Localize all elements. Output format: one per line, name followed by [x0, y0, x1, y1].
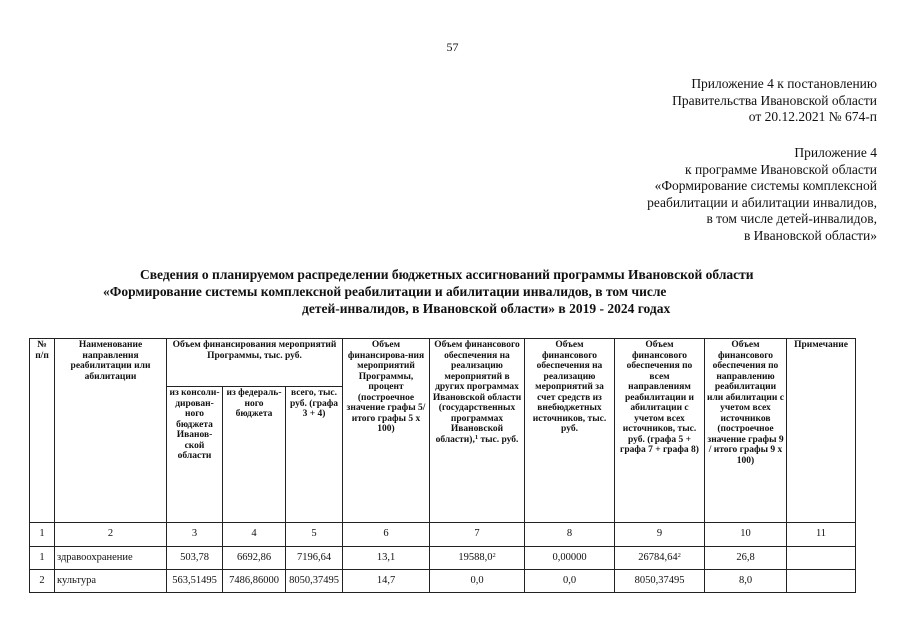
row-other-programs: 19588,0$^2$: [430, 547, 525, 570]
row-consolidated: 503,78: [167, 547, 223, 570]
appendix-program-line: Приложение 4: [794, 145, 877, 160]
column-number: 5: [286, 523, 343, 547]
column-number-row: [30, 523, 856, 547]
appendix-resolution-line: от 20.12.2021 № 674-п: [748, 109, 877, 124]
row-no: 2: [30, 570, 55, 593]
appendix-program-line: в Ивановской области»: [743, 227, 877, 243]
column-number: 7: [430, 523, 525, 547]
table-row: [30, 570, 856, 593]
row-percent: 14,7: [343, 570, 430, 593]
header-name: Наименование направления реабилитации или абилитации: [55, 339, 167, 523]
row-total: 7196,64: [286, 547, 343, 570]
row-direction-share: 8,0: [705, 570, 787, 593]
appendix-resolution-line: Правительства Ивановской области: [672, 92, 877, 108]
appendix-program-line: реабилитации и абилитации инвалидов,: [647, 194, 877, 210]
header-extrabudget: Объем финансового обеспечения на реализацию мероприятий за счет средств из внебюджетных источников, тыс. руб.: [525, 339, 615, 523]
header-from-federal: из федераль-ного бюджета: [223, 387, 286, 523]
appendix-program-block: [647, 145, 877, 244]
header-total: всего, тыс. руб. (графа 3 + 4): [286, 387, 343, 523]
title-line: детей-инвалидов, в Ивановской области» в 2019 - 2024 годах: [302, 301, 671, 316]
column-number: 2: [55, 523, 167, 547]
appendix-program-line: в том числе детей-инвалидов,: [706, 211, 877, 226]
row-all-sources: 8050,37495: [615, 570, 705, 593]
column-number: 11: [787, 523, 856, 547]
row-other-programs: 0,0: [430, 570, 525, 593]
row-direction-share: 26,8: [705, 547, 787, 570]
row-note: [787, 570, 856, 593]
title-line: «Формирование системы комплексной реабилитации и абилитации инвалидов, в том числе: [103, 284, 667, 299]
header-from-consolidated: из консоли-дирован-ного бюджета Иванов-ской области: [167, 387, 223, 523]
column-number: 3: [167, 523, 223, 547]
column-number: 4: [223, 523, 286, 547]
appendix-program-line: к программе Ивановской области: [685, 161, 877, 177]
document-title: [40, 266, 900, 317]
header-other-programs: Объем финансового обеспечения на реализацию мероприятий в других программах Ивановской области (государственных программах Ивановской области),$^1$ тыс. руб.: [430, 339, 525, 523]
row-note: [787, 547, 856, 570]
row-all-sources: 26784,64$^2$: [615, 547, 705, 570]
row-total: 8050,37495: [286, 570, 343, 593]
row-no: 1: [30, 547, 55, 570]
column-number: 10: [705, 523, 787, 547]
row-federal: 7486,86000: [223, 570, 286, 593]
header-all-sources: Объем финансового обеспечения по всем направлениям реабилитации и абилитации с учетом всех источников, тыс. руб. (графа 5 + графа 7 + графа 8): [615, 339, 705, 523]
row-extrabudget: 0,00000: [525, 547, 615, 570]
column-number: 9: [615, 523, 705, 547]
row-percent: 13,1: [343, 547, 430, 570]
row-name: культура: [55, 570, 167, 593]
row-extrabudget: 0,0: [525, 570, 615, 593]
header-direction-share: Объем финансового обеспечения по направлению реабилитации или абилитации с учетом всех источников (построечное значение графы 9 / итого графы 9 х 100): [705, 339, 787, 523]
table-header-row: [30, 339, 856, 387]
appendix-program-line: «Формирование системы комплексной: [654, 178, 877, 193]
column-number: 1: [30, 523, 55, 547]
page-number: 57: [446, 40, 459, 54]
title-line: Сведения о планируемом распределении бюджетных ассигнований программы Ивановской области: [140, 267, 754, 282]
table-row: [30, 547, 856, 570]
column-number: 6: [343, 523, 430, 547]
row-name: здравоохранение: [55, 547, 167, 570]
header-funding-group: Объем финансирования мероприятий Программы, тыс. руб.: [167, 339, 343, 387]
header-funding-percent: Объем финансирова-ния мероприятий Программы, процент (построечное значение графы 5/итого графы 5 х 100): [343, 339, 430, 523]
header-no: № п/п: [30, 339, 55, 523]
appendix-resolution-block: [672, 76, 877, 126]
row-federal: 6692,86: [223, 547, 286, 570]
header-note: Примечание: [787, 339, 856, 523]
budget-allocation-table: [29, 338, 856, 593]
appendix-resolution-line: Приложение 4 к постановлению: [691, 76, 877, 91]
column-number: 8: [525, 523, 615, 547]
row-consolidated: 563,51495: [167, 570, 223, 593]
